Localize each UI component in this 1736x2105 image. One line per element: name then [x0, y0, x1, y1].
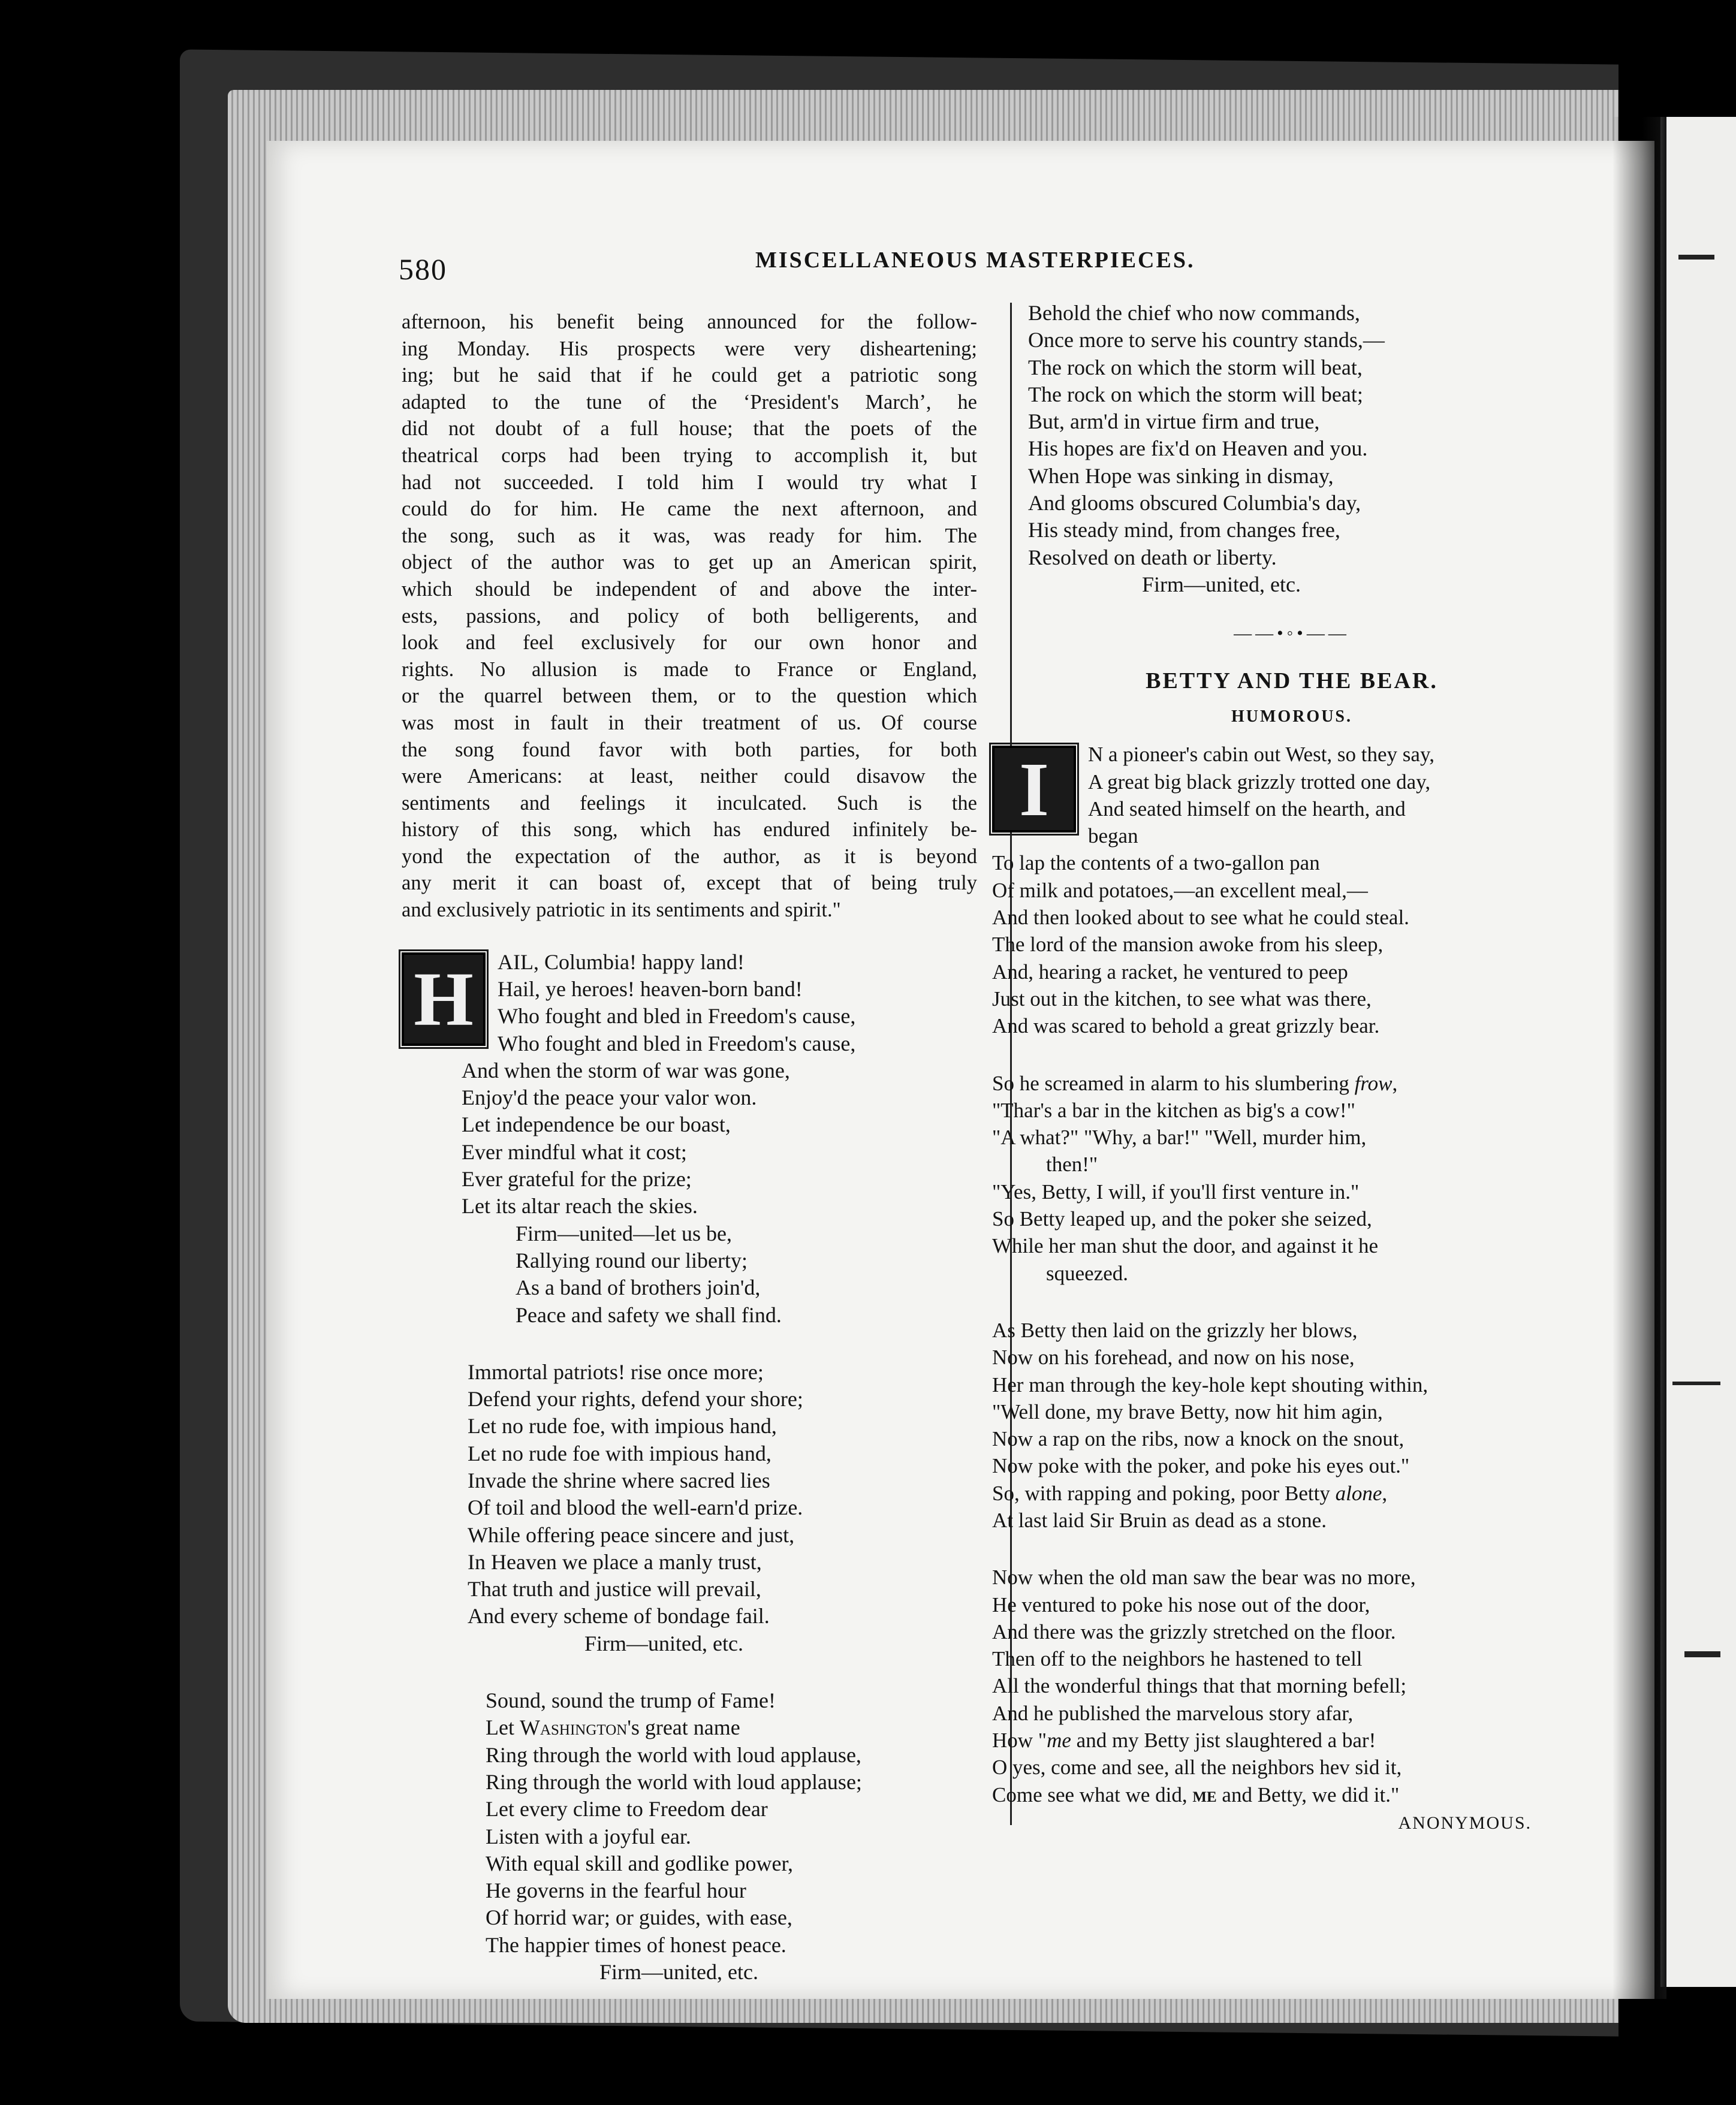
poem-line: Ring through the world with loud applause, [486, 1742, 861, 1767]
prose-line: did not doubt of a full house; that the poets of the [402, 417, 977, 441]
poem-line: That truth and justice will prevail, [468, 1577, 761, 1602]
poem-line: And seated himself on the hearth, and [1088, 797, 1406, 821]
poem-line: Listen with a joyful ear. [486, 1824, 691, 1848]
poem-line: The happier times of honest peace. [486, 1932, 786, 1957]
poem-line: Let no rude foe with impious hand, [468, 1441, 771, 1465]
poem-line: Firm—united—let us be, [516, 1221, 732, 1245]
poem-line: Let every clime to Freedom dear [486, 1797, 768, 1821]
poem-line: And every scheme of bondage fail. [468, 1604, 770, 1628]
poem-line: When Hope was sinking in dismay, [1028, 463, 1334, 488]
running-head: MISCELLANEOUS MASTERPIECES. [755, 248, 1195, 273]
prose-line: had not succeeded. I told him I would try what I [402, 471, 977, 494]
prose-line: theatrical corps had been trying to accomplish it, but [402, 444, 977, 467]
poem-line: Then off to the neighbors he hastened to tell [992, 1647, 1363, 1671]
poem-line: Let its altar reach the skies. [462, 1194, 698, 1219]
prose-line: could do for him. He came the next afternoon, and [402, 497, 977, 521]
poem-line: "Thar's a bar in the kitchen as big's a cow!" [992, 1098, 1355, 1122]
drop-cap-h: H [402, 952, 486, 1046]
poem-line: As a band of brothers join'd, [516, 1275, 761, 1300]
poem-line: Once more to serve his country stands,— [1028, 328, 1385, 352]
poem-line: And he published the marvelous story afar, [992, 1701, 1354, 1725]
poem-line: Firm—united, etc. [1142, 572, 1301, 596]
poem-line: And then looked about to see what he could steal. [992, 906, 1409, 930]
poem-line: Peace and safety we shall find. [516, 1302, 782, 1327]
hail-columbia-final-stanza [1028, 300, 1556, 598]
poem-line: To lap the contents of a two-gallon pan [992, 851, 1320, 875]
poem-line: His hopes are fix'd on Heaven and you. [1028, 436, 1368, 461]
poem-line: While her man shut the door, and against it he [992, 1234, 1378, 1258]
poem-line: Defend your rights, defend your shore; [468, 1387, 803, 1412]
poem-line: then!" [1046, 1153, 1098, 1177]
spine-shadow [1613, 117, 1666, 1999]
poem-line: So he screamed in alarm to his slumbering frow, [992, 1071, 1398, 1095]
poem-line: "A what?" "Why, a bar!" "Well, murder him, [992, 1126, 1367, 1150]
poem-line: Who fought and bled in Freedom's cause, [498, 1004, 856, 1029]
poem-line: And when the storm of war was gone, [462, 1058, 790, 1082]
poem-line: Ever grateful for the prize; [462, 1167, 692, 1192]
poem-line: Ever mindful what it cost; [462, 1139, 687, 1164]
poem-line: Firm—united, etc. [599, 1960, 758, 1985]
poem-line: And glooms obscured Columbia's day, [1028, 491, 1361, 515]
prose-line: which should be independent of and above the inter- [402, 577, 977, 601]
prose-line: was most in fault in their treatment of us. Of course [402, 711, 977, 734]
poem-line: With equal skill and godlike power, [486, 1851, 793, 1875]
poem-line: The rock on which the storm will beat, [1028, 355, 1363, 379]
stanza-gap [402, 1657, 977, 1687]
poem-line: At last laid Sir Bruin as dead as a stone. [992, 1508, 1327, 1532]
poem-line: "Well done, my brave Betty, now hit him agin, [992, 1400, 1383, 1424]
poem-line: Now a rap on the ribs, now a knock on the snout, [992, 1427, 1405, 1451]
stanza-gap [992, 1040, 1556, 1070]
poem-line: Come see what we did, me and Betty, we did it." [992, 1783, 1400, 1807]
poem-line: And, hearing a racket, he ventured to peep [992, 960, 1348, 984]
poem-line: His steady mind, from changes free, [1028, 518, 1340, 542]
poem-line: He governs in the fearful hour [486, 1878, 746, 1903]
poem-line: And there was the grizzly stretched on the floor. [992, 1620, 1396, 1643]
stanza-gap [992, 1287, 1556, 1317]
poem-line: Immortal patriots! rise once more; [468, 1359, 764, 1384]
poem-line: In Heaven we place a manly trust, [468, 1549, 762, 1574]
poem-line: Now when the old man saw the bear was no more, [992, 1566, 1416, 1590]
poem-line: Behold the chief who now commands, [1028, 301, 1360, 325]
poem-line: O yes, come and see, all the neighbors hev sid it, [992, 1756, 1402, 1780]
prose-line: object of the author was to get up an American spirit, [402, 551, 977, 574]
poem-line: As Betty then laid on the grizzly her blows, [992, 1318, 1358, 1342]
prose-line: the song found favor with both parties, for both [402, 738, 977, 761]
stanza-gap [402, 1329, 977, 1359]
poem-line: A great big black grizzly trotted one day, [1088, 770, 1431, 794]
prose-line: ing Monday. His prospects were very disheartening; [402, 337, 977, 360]
prose-line: history of this song, which has endured infinitely be- [402, 818, 977, 842]
poem-line: Let Washington's great name [486, 1715, 740, 1740]
stanza-gap [992, 1534, 1556, 1564]
prose-line: the song, such as it was, was ready for him. The [402, 524, 977, 547]
betty-and-the-bear-poem [992, 741, 1556, 1808]
poem-line: Sound, sound the trump of Fame! [486, 1688, 776, 1713]
poem-title: BETTY AND THE BEAR. [1146, 668, 1438, 694]
prose-line: or the quarrel between them, or to the question which [402, 684, 977, 708]
right-column [992, 300, 1556, 1833]
poem-subtitle: HUMOROUS. [1231, 707, 1352, 726]
poem-line: So Betty leaped up, and the poker she seized, [992, 1207, 1372, 1231]
poem-line: N a pioneer's cabin out West, so they say, [1088, 743, 1434, 767]
facing-page-mark [1684, 1651, 1720, 1657]
page-number: 580 [399, 252, 447, 286]
prose-line: adapted to the tune of the ‘President's March’, he [402, 390, 977, 414]
poem-line: began [1088, 824, 1138, 848]
prose-line: ests, passions, and policy of both belligerents, and [402, 604, 977, 628]
poem-line: squeezed. [1046, 1261, 1129, 1285]
prose-line: any merit it can boast of, except that of being truly [402, 871, 977, 895]
drop-cap-i: I [992, 746, 1076, 833]
poem-line: But, arm'd in virtue firm and true, [1028, 409, 1320, 434]
left-column [402, 309, 977, 1986]
prose-paragraph [402, 309, 977, 924]
poem-line: Now on his forehead, and now on his nose, [992, 1346, 1355, 1370]
poem-line: AIL, Columbia! happy land! [498, 949, 745, 974]
poem-line: Her man through the key-hole kept shouting within, [992, 1373, 1428, 1397]
poem-line: Let independence be our boast, [462, 1112, 731, 1137]
prose-line: ing; but he said that if he could get a patriotic song [402, 364, 977, 387]
poem-line: Now poke with the poker, and poke his eyes out." [992, 1454, 1410, 1478]
poem-line: The lord of the mansion awoke from his sleep, [992, 933, 1384, 957]
poem-line: And was scared to behold a great grizzly bear. [992, 1014, 1380, 1038]
poem-line: Rallying round our liberty; [516, 1248, 748, 1272]
poem-line: Who fought and bled in Freedom's cause, [498, 1031, 856, 1055]
prose-line: rights. No allusion is made to France or England, [402, 658, 977, 681]
poem-line: Just out in the kitchen, to see what was there, [992, 987, 1372, 1011]
facing-page-mark [1672, 1382, 1720, 1385]
hail-columbia-poem [402, 949, 977, 1986]
poem-line: Of milk and potatoes,—an excellent meal,— [992, 878, 1368, 902]
poem-line: While offering peace sincere and just, [468, 1522, 795, 1547]
poem-line: How "me and my Betty jist slaughtered a bar! [992, 1729, 1376, 1753]
prose-line: sentiments and feelings it inculcated. Such is the [402, 791, 977, 815]
facing-page-mark [1678, 255, 1714, 260]
prose-line: yond the expectation of the author, as it is beyond [402, 845, 977, 868]
poem-attribution: ANONYMOUS. [1398, 1813, 1532, 1833]
poem-line: Hail, ye heroes! heaven-born band! [498, 976, 803, 1001]
poem-line: "Yes, Betty, I will, if you'll first venture in." [992, 1180, 1360, 1204]
poem-line: Firm—united, etc. [584, 1631, 743, 1655]
poem-line: Invade the shrine where sacred lies [468, 1468, 770, 1492]
poem-line: He ventured to poke his nose out of the door, [992, 1593, 1370, 1617]
poem-line: Ring through the world with loud applause; [486, 1769, 862, 1794]
facing-page-sliver [1660, 117, 1736, 1987]
poem-line: All the wonderful things that that morning befell; [992, 1674, 1407, 1698]
prose-line: were Americans: at least, neither could disavow the [402, 765, 977, 788]
poem-line: Resolved on death or liberty. [1028, 545, 1277, 569]
poem-line: The rock on which the storm will beat; [1028, 382, 1363, 406]
poem-line: So, with rapping and poking, poor Betty alone, [992, 1481, 1388, 1505]
poem-line: Of horrid war; or guides, with ease, [486, 1905, 792, 1930]
poem-line: Enjoy'd the peace your valor won. [462, 1085, 757, 1110]
prose-line: look and feel exclusively for our own honor and [402, 631, 977, 655]
prose-line: and exclusively patriotic in its sentiments and spirit." [402, 898, 841, 922]
poem-line: Let no rude foe, with impious hand, [468, 1414, 777, 1438]
section-ornament: ——•◦•—— [1234, 623, 1350, 644]
poem-line: Of toil and blood the well-earn'd prize. [468, 1495, 803, 1520]
prose-line: afternoon, his benefit being announced for the follow- [402, 310, 977, 333]
